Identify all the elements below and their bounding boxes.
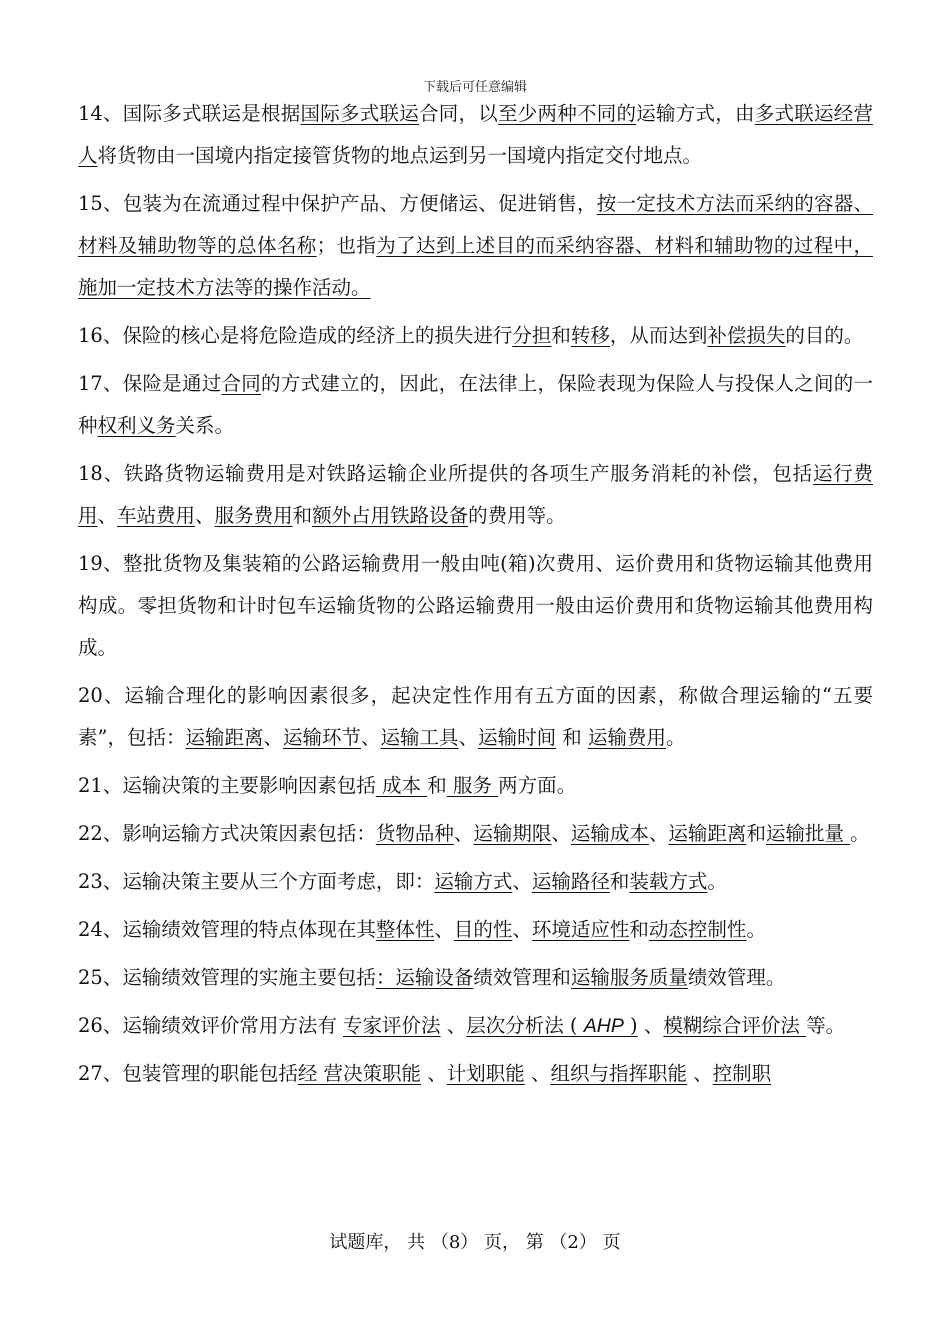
answer-blank: 服务费用 <box>214 504 293 527</box>
answer-blank: 服务 <box>446 774 499 797</box>
question-text: 绩效管理。 <box>687 966 786 989</box>
question-text: 18、铁路货物运输费用是对铁路运输企业所提供的各项生产服务消耗的补偿，包括 <box>78 462 813 485</box>
answer-blank: 国际多式联运 <box>300 102 420 125</box>
answer-blank: 运输成本 <box>570 822 649 845</box>
question-item <box>78 183 873 309</box>
question-text: ；也指 <box>316 234 377 257</box>
question-text: 的目的。 <box>785 324 864 347</box>
question-text: 、 <box>361 726 381 749</box>
question-text: 和 <box>292 504 313 527</box>
answer-blank: 目的性 <box>453 918 513 941</box>
question-text: 15、包装为在流通过程中保护产品、方便储运、促进销售， <box>78 192 597 215</box>
question-text: 和 <box>629 918 649 941</box>
page-footer: 试题库， 共 （8） 页， 第 （2） 页 <box>329 1232 621 1253</box>
question-item <box>78 957 873 999</box>
answer-blank: 为了达到上述目的而采纳容器、材料和辅助物的过程中，施加一定技术方法等的操作活动。 <box>78 234 873 299</box>
answer-blank: 动态控制性 <box>648 918 747 941</box>
question-item <box>78 315 873 357</box>
answer-blank: 按一定技术方法而采纳的容器、材料及辅助物等的总体名称 <box>78 192 873 257</box>
question-text: 关系。 <box>175 414 235 437</box>
question-item <box>78 909 873 951</box>
question-text: 、 <box>637 1014 664 1037</box>
question-text: ，从而达到 <box>609 324 708 347</box>
answer-blank: 运输批量 <box>765 822 851 845</box>
question-text: 14、国际多式联运是根据 <box>78 102 301 125</box>
answer-blank: 计划职能 <box>446 1062 525 1085</box>
question-text: 、 <box>195 504 215 527</box>
answer-blank: 专家评价法 <box>343 1014 441 1037</box>
question-item <box>78 363 873 447</box>
question-item <box>78 1005 873 1047</box>
question-text: 的方式建立的，因此，在法律上，保险表现为保险人与投保人之间的一种 <box>78 372 873 437</box>
question-item <box>78 543 873 669</box>
answer-blank: 合同 <box>221 372 262 395</box>
question-text: 绩效管理和 <box>473 966 571 989</box>
question-item <box>78 1053 873 1095</box>
question-text: 、 <box>551 822 571 845</box>
answer-blank: AHP <box>583 1015 624 1037</box>
question-item <box>78 675 873 759</box>
answer-blank: 权利义务 <box>97 414 176 437</box>
question-text: 17、保险是通过 <box>78 372 222 395</box>
question-text: 27、包装管理的职能包括 <box>78 1062 298 1085</box>
answer-blank: 车站费用 <box>117 504 196 527</box>
question-text: 、 <box>648 822 669 845</box>
question-text: 20、运输合理化的影响因素很多，起决定性作用有五方面的因素，称做合理运输的“五要素”，包括： <box>78 684 873 749</box>
answer-blank: 运输服务质量 <box>570 966 688 989</box>
answer-blank: ：运输设备 <box>375 966 474 989</box>
question-text: 21、运输决策的主要影响因素包括 <box>78 774 376 797</box>
answer-blank: 组织与指挥职能 <box>550 1062 687 1085</box>
question-text: 22、影响运输方式决策因素包括： <box>78 822 376 845</box>
answer-blank: 货物品种 <box>375 822 454 845</box>
question-text: 、 <box>686 1062 713 1085</box>
question-text: 、 <box>512 918 532 941</box>
answer-blank: 运输时间 <box>478 726 557 749</box>
answer-blank: 整体性 <box>375 918 435 941</box>
header-note: 下载后可任意编辑 <box>422 80 527 95</box>
question-text: 、 <box>524 1062 551 1085</box>
question-text: 和 <box>427 774 447 797</box>
question-list <box>78 93 873 1101</box>
question-text: 两方面。 <box>498 774 577 797</box>
answer-blank: 层次分析法 ( <box>466 1014 584 1037</box>
question-text: 、 <box>421 1062 447 1085</box>
question-text: 26、运输绩效评价常用方法有 <box>78 1014 344 1037</box>
question-text: 。 <box>666 726 686 749</box>
question-text: 。 <box>746 918 766 941</box>
question-text: 运输方式，由 <box>636 102 755 125</box>
question-text: 合同，以 <box>419 102 498 125</box>
question-text: 将货物由一国境内指定接管货物的地点运到另一国境内指定交付地点。 <box>97 144 703 167</box>
answer-blank: 运输方式 <box>434 870 513 893</box>
question-text: 19、整批货物及集装箱的公路运输费用一般由吨(箱)次费用、运价费用和货物运输其他费用构成。零担货物和计时包车运输货物的公路运输费用一般由运价费用和货物运输其他费用构成。 <box>78 552 873 659</box>
answer-blank: 模糊综合评价法 <box>663 1014 807 1037</box>
question-item <box>78 813 873 855</box>
answer-blank: 运输工具 <box>380 726 459 749</box>
question-text: 、 <box>97 504 118 527</box>
question-text: 16、保险的核心是将危险造成的经济上的损失进行 <box>78 324 513 347</box>
answer-blank: 装载方式 <box>629 870 708 893</box>
answer-blank: 多式联运经营人 <box>78 102 873 167</box>
question-item <box>78 453 873 537</box>
question-text: 。 <box>707 870 727 893</box>
answer-blank: 运输环节 <box>283 726 362 749</box>
question-text: 、 <box>263 726 284 749</box>
answer-blank: 经 营决策职能 <box>297 1062 422 1085</box>
answer-blank: 成本 <box>375 774 428 797</box>
answer-blank: 至少两种不同的 <box>498 102 637 125</box>
question-text: 、 <box>440 1014 467 1037</box>
answer-blank: 额外占用铁路设备 <box>312 504 469 527</box>
answer-blank: 分担 <box>512 324 552 347</box>
answer-blank: 补偿损失 <box>707 324 786 347</box>
answer-blank: 运行费用 <box>78 462 873 527</box>
answer-blank: 运输费用 <box>588 726 667 749</box>
question-text: 、 <box>453 822 474 845</box>
question-text: 和 <box>609 870 630 893</box>
answer-blank: 控制职 <box>712 1062 772 1085</box>
question-text: 和 <box>551 324 571 347</box>
answer-blank: 运输距离 <box>668 822 747 845</box>
question-item <box>78 93 873 177</box>
question-text: 、 <box>458 726 479 749</box>
question-text: 23、运输决策主要从三个方面考虑，即： <box>78 870 435 893</box>
question-text: 和 <box>746 822 766 845</box>
answer-blank: 运输路径 <box>531 870 610 893</box>
question-text: 、 <box>512 870 532 893</box>
question-text: 和 <box>556 726 588 749</box>
question-text: 25、运输绩效管理的实施主要包括 <box>78 966 376 989</box>
question-text: 。 <box>850 822 870 845</box>
answer-blank: ) <box>623 1014 638 1037</box>
question-text: 等。 <box>806 1014 846 1037</box>
question-item <box>78 861 873 903</box>
answer-blank: 转移 <box>570 324 610 347</box>
question-item <box>78 765 873 807</box>
answer-blank: 环境适应性 <box>531 918 630 941</box>
answer-blank: 运输期限 <box>473 822 552 845</box>
question-text: 的费用等。 <box>468 504 566 527</box>
question-text: 、 <box>434 918 454 941</box>
answer-blank: 运输距离 <box>185 726 264 749</box>
question-text: 24、运输绩效管理的特点体现在其 <box>78 918 376 941</box>
